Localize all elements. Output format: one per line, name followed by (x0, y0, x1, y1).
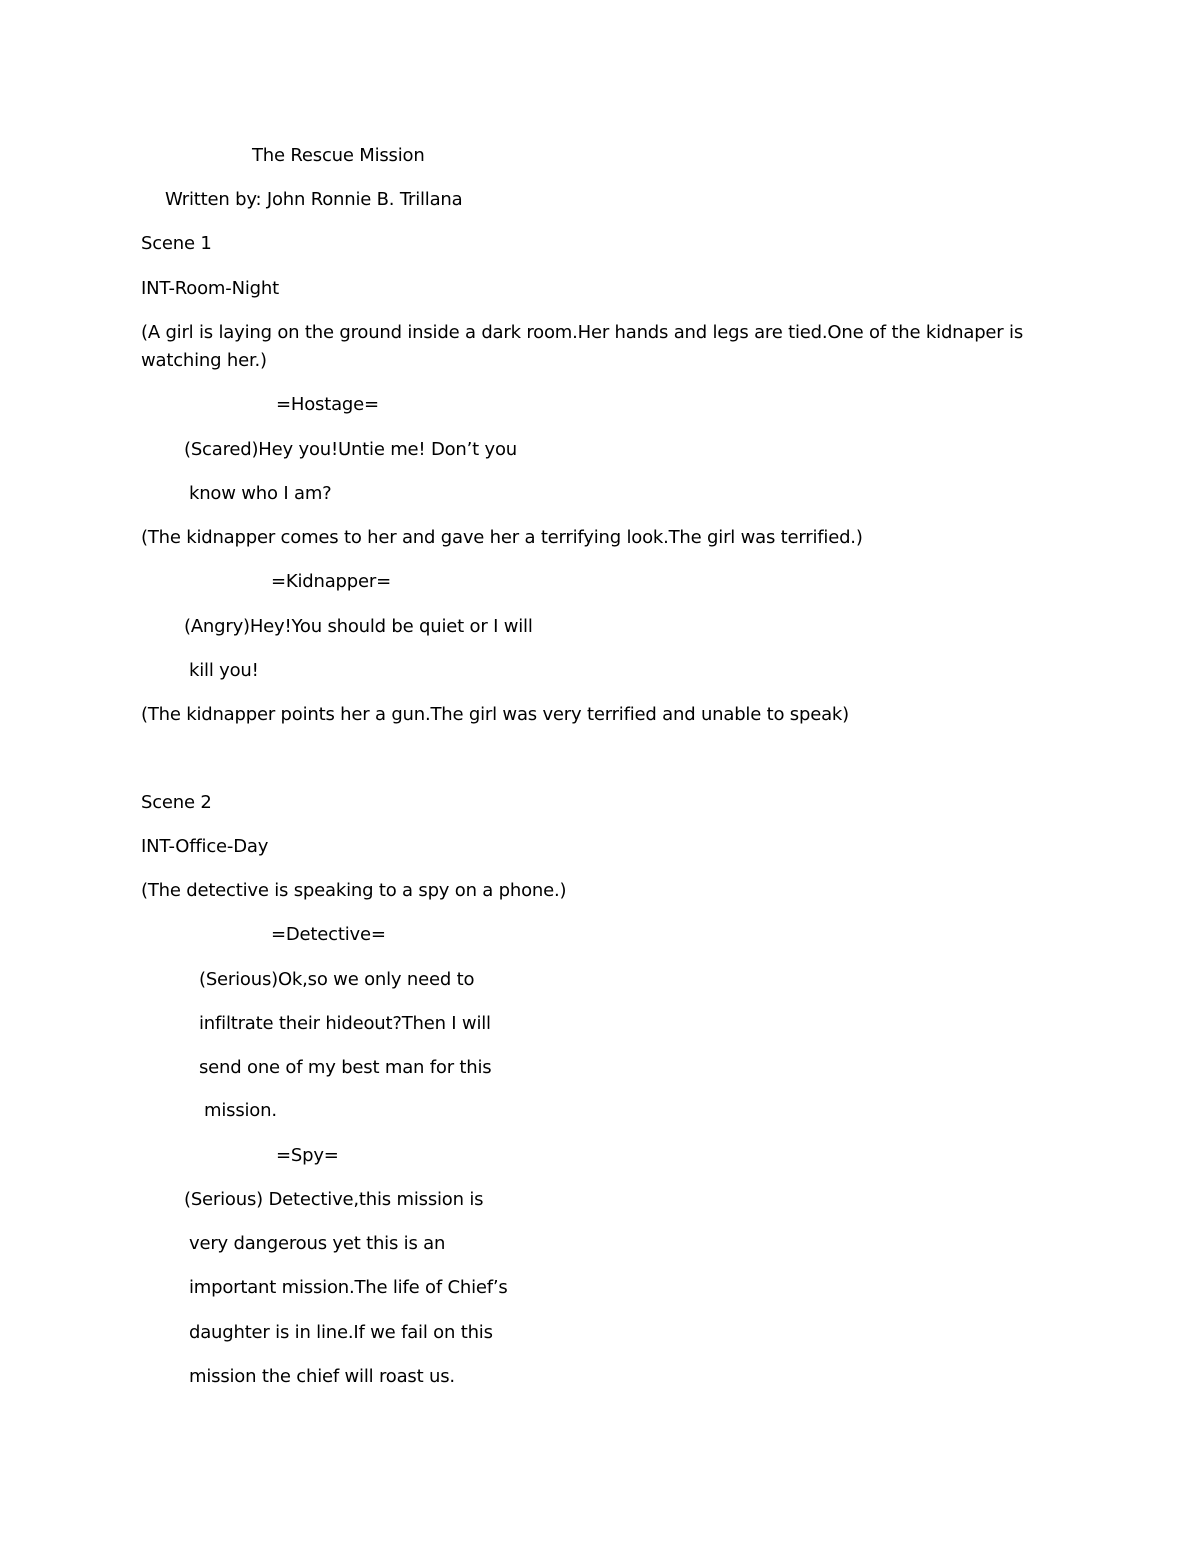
document-title: The Rescue Mission (252, 145, 425, 166)
scene-1-dialogue-2-line-2: kill you! (189, 660, 259, 681)
scene-2-slug: INT-Office-Day (141, 836, 269, 857)
scene-2-dialogue-2-line-3: important mission.The life of Chief’s (189, 1277, 508, 1298)
scene-1-action-2: (The kidnapper comes to her and gave her a terrifying look.The girl was terrified.) (141, 527, 863, 548)
scene-1-slug: INT-Room-Night (141, 278, 279, 299)
scene-2-dialogue-1-line-2: infiltrate their hideout?Then I will (199, 1013, 491, 1034)
scene-1-action-3: (The kidnapper points her a gun.The girl was very terrified and unable to speak) (141, 704, 849, 725)
scene-1-heading: Scene 1 (141, 233, 212, 254)
scene-2-dialogue-2-line-2: very dangerous yet this is an (189, 1233, 446, 1254)
scene-2-dialogue-2-line-5: mission the chief will roast us. (189, 1366, 455, 1387)
scene-2-character-spy: =Spy= (276, 1145, 339, 1166)
scene-1-action-1: (A girl is laying on the ground inside a dark room.Her hands and legs are tied.One of the kidnaper is watching her.) (141, 322, 1024, 371)
scene-2-dialogue-1-line-1: (Serious)Ok,so we only need to (199, 969, 475, 990)
scene-2-dialogue-1-line-4: mission. (204, 1100, 277, 1121)
scene-1-character-hostage: =Hostage= (276, 394, 379, 415)
scene-2-dialogue-2-line-1: (Serious) Detective,this mission is (184, 1189, 484, 1210)
scene-2-dialogue-1-line-3: send one of my best man for this (199, 1057, 492, 1078)
scene-2-dialogue-2-line-4: daughter is in line.If we fail on this (189, 1322, 493, 1343)
scene-2-action-1: (The detective is speaking to a spy on a phone.) (141, 880, 567, 901)
scene-1-dialogue-2-line-1: (Angry)Hey!You should be quiet or I will (184, 616, 533, 637)
scene-1-character-kidnapper: =Kidnapper= (271, 571, 391, 592)
scene-2-heading: Scene 2 (141, 792, 212, 813)
scene-1-dialogue-1-line-2: know who I am? (189, 483, 332, 504)
scene-2-character-detective: =Detective= (271, 924, 386, 945)
scene-1-dialogue-1-line-1: (Scared)Hey you!Untie me! Don’t you (184, 439, 518, 460)
author-line: Written by: John Ronnie B. Trillana (165, 189, 463, 210)
